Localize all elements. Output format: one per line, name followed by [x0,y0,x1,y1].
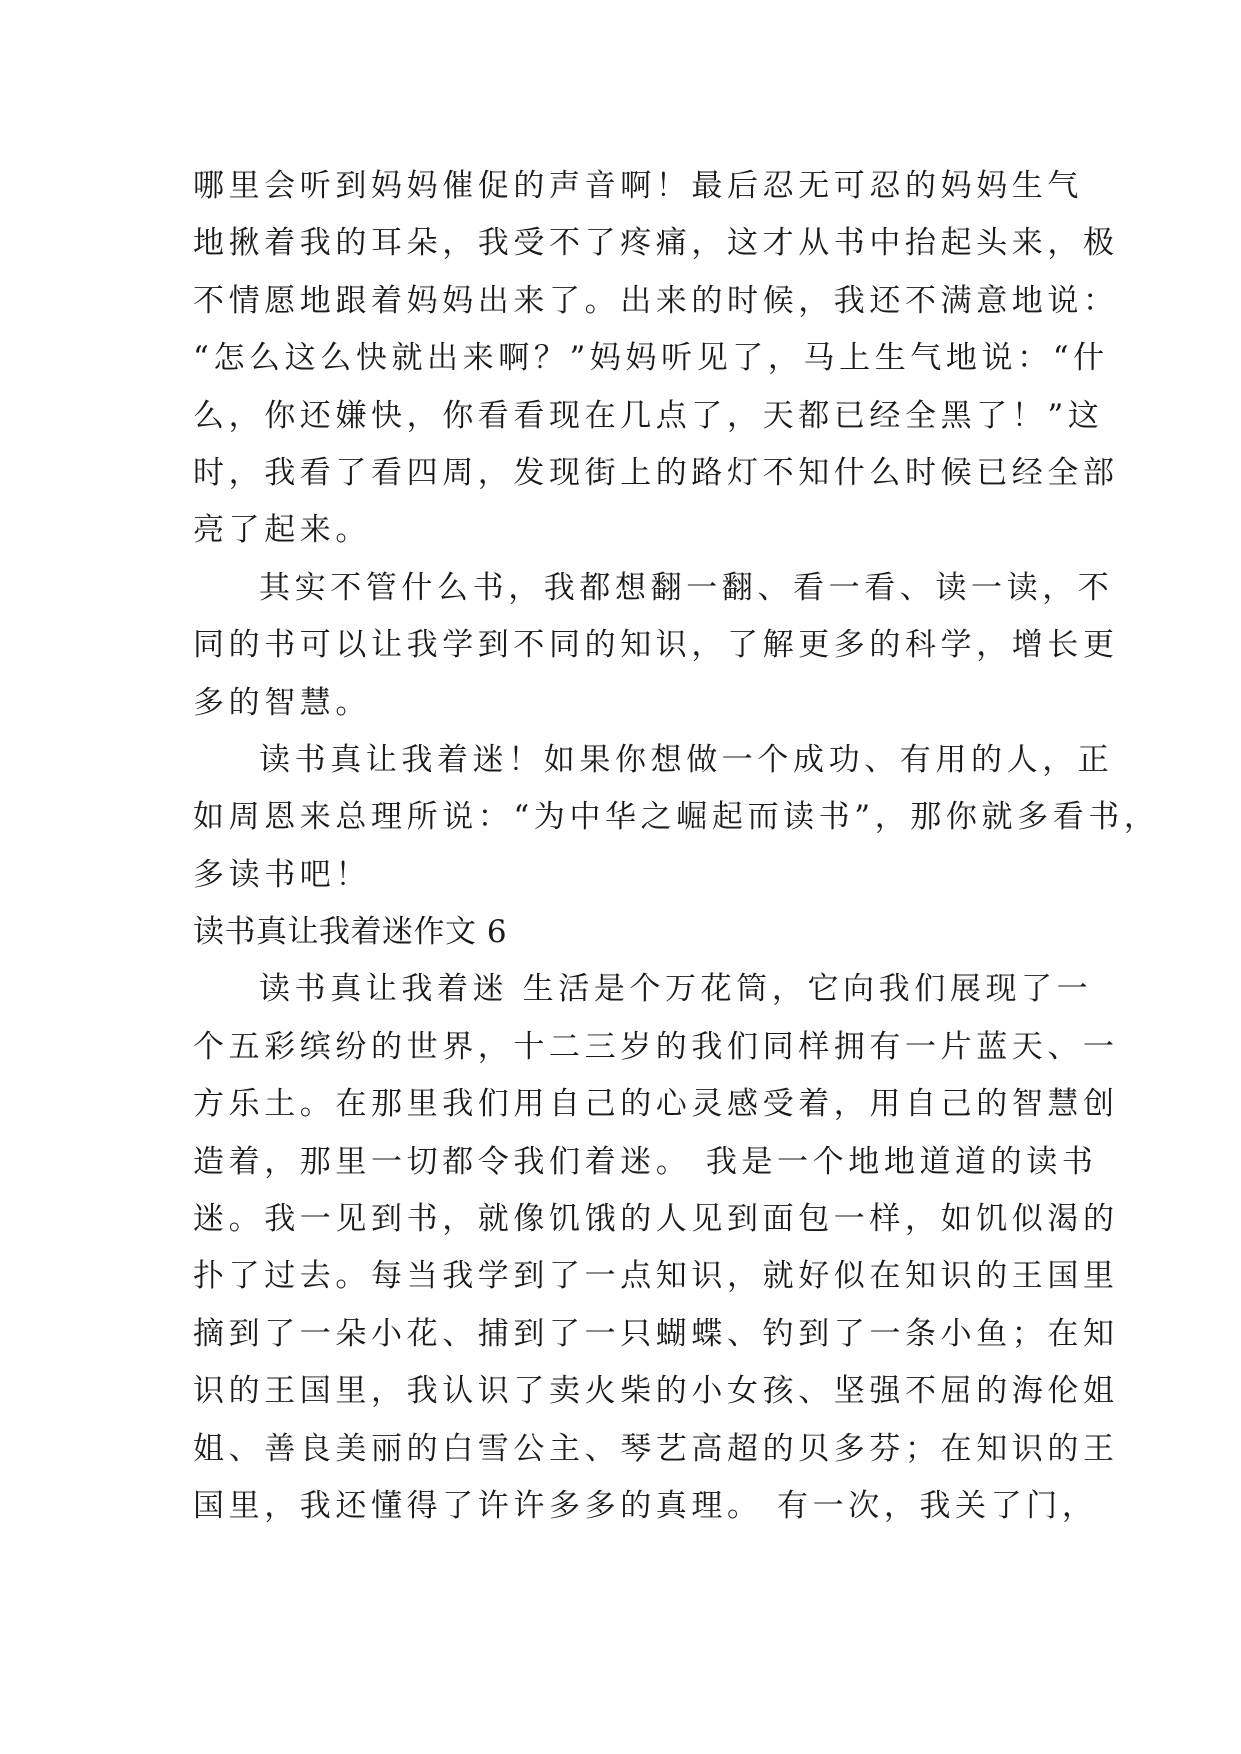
text-line: 姐、善良美丽的白雪公主、琴艺高超的贝多芬；在知识的王 [193,1430,1119,1467]
text-line: 如周恩来总理所说：“为中华之崛起而读书”，那你就多看书， [193,799,1160,836]
text-line: 亮了起来。 [193,512,371,549]
text-line: 么，你还嫌快，你看看现在几点了，天都已经全黑了！”这 [193,397,1104,434]
paragraph-4 [193,961,1119,1535]
text-line: 识的王国里，我认识了卖火柴的小女孩、坚强不屈的海伦姐 [193,1373,1119,1410]
text-line: 读书真让我着迷 生活是个万花筒，它向我们展现了一 [259,971,1093,1008]
text-line: 造着，那里一切都令我们着迷。 我是一个地地道道的读书 [193,1143,1098,1180]
text-line: 国里，我还懂得了许许多多的真理。 有一次，我关了门， [193,1487,1098,1524]
paragraph-3 [193,732,1160,904]
text-line: 多读书吧！ [193,856,371,893]
text-line: 方乐土。在那里我们用自己的心灵感受着，用自己的智慧创 [193,1086,1119,1123]
text-line: 扑了过去。每当我学到了一点知识，就好似在知识的王国里 [193,1258,1119,1295]
text-line: 不情愿地跟着妈妈出来了。出来的时候，我还不满意地说： [193,282,1119,319]
text-line: “怎么这么快就出来啊？”妈妈听见了，马上生气地说：“什 [193,340,1109,377]
text-line: 多的智慧。 [193,684,371,721]
text-line: 地揪着我的耳朵，我受不了疼痛，这才从书中抬起头来，极 [193,225,1119,262]
text-line: 其实不管什么书，我都想翻一翻、看一看、读一读，不 [259,569,1114,606]
document-body [193,158,1160,1535]
text-line: 同的书可以让我学到不同的知识，了解更多的科学，增长更 [193,627,1119,664]
paragraph-1 [193,158,1119,560]
section-heading: 读书真让我着迷作文 6 [193,914,508,951]
text-line: 读书真让我着迷！如果你想做一个成功、有用的人，正 [259,741,1114,778]
text-line: 哪里会听到妈妈催促的声音啊！最后忍无可忍的妈妈生气 [193,168,1083,204]
text-line: 迷。我一见到书，就像饥饿的人见到面包一样，如饥似渴的 [193,1201,1119,1238]
text-line: 摘到了一朵小花、捕到了一只蝴蝶、钓到了一条小鱼；在知 [193,1315,1119,1352]
paragraph-2 [193,560,1119,732]
text-line: 个五彩缤纷的世界，十二三岁的我们同样拥有一片蓝天、一 [193,1028,1119,1065]
text-line: 时，我看了看四周，发现街上的路灯不知什么时候已经全部 [193,454,1119,491]
